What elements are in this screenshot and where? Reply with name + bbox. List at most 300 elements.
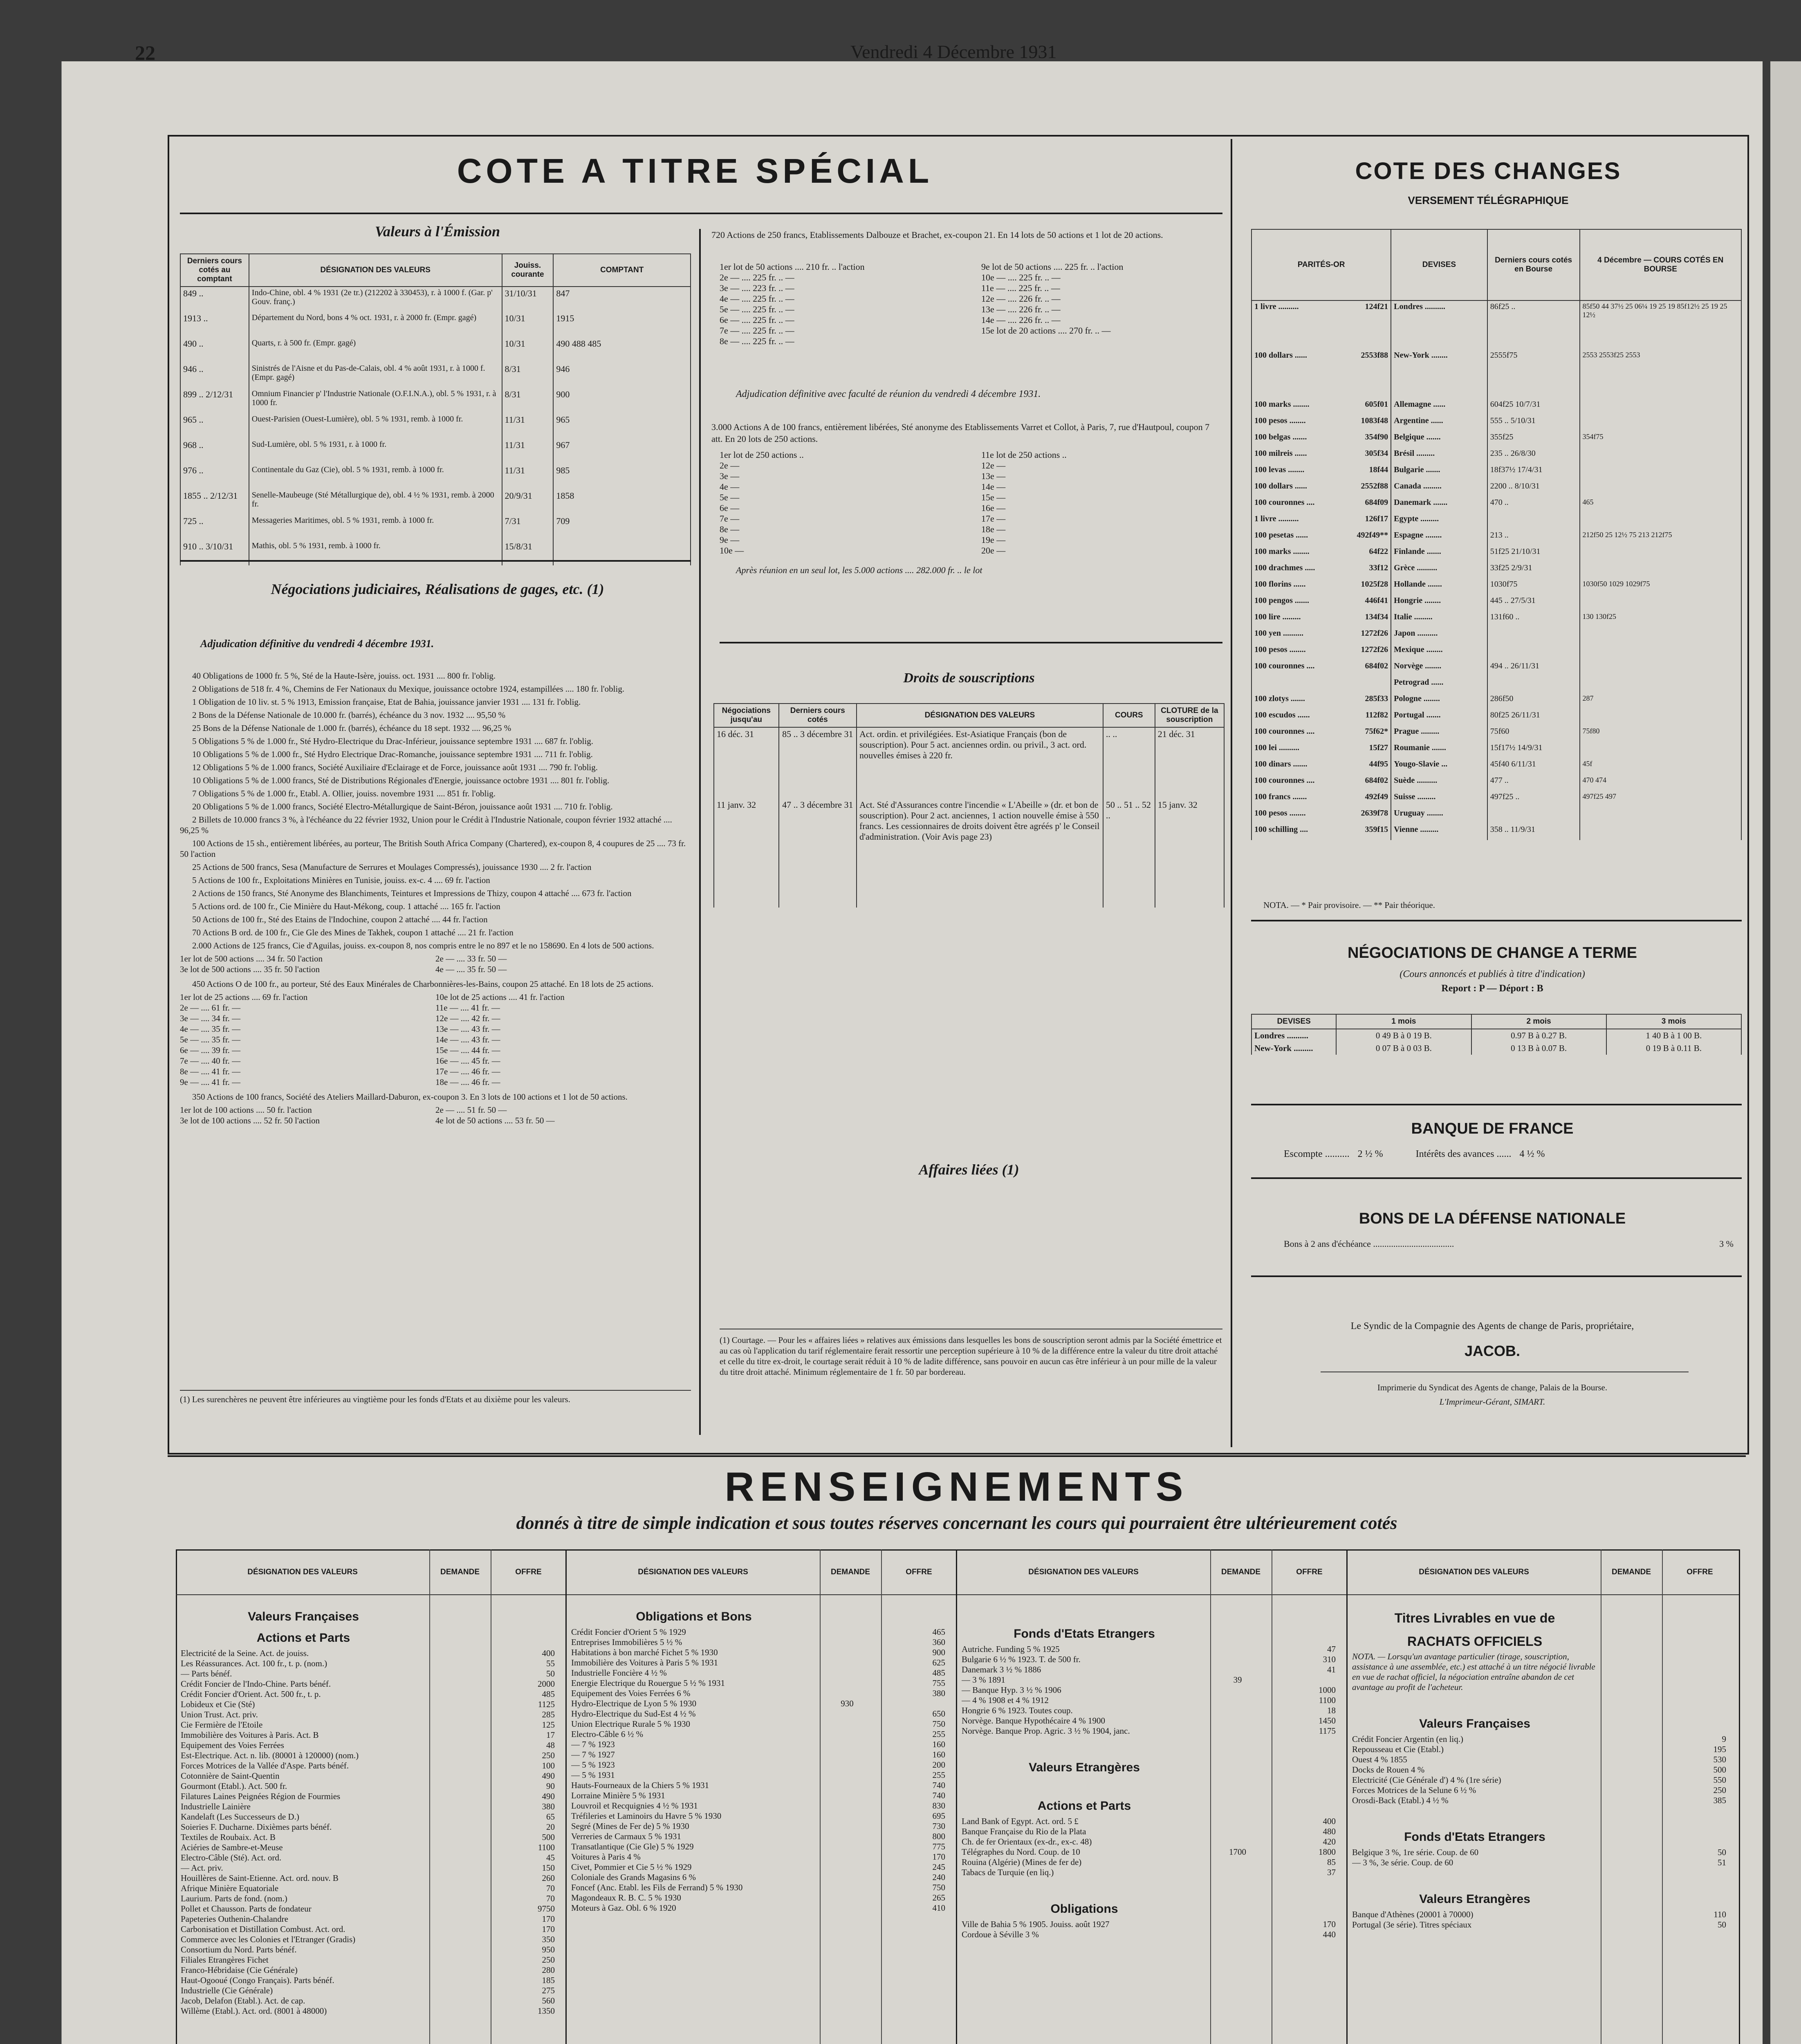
changes-text: 75f80 xyxy=(1582,727,1600,735)
lot-line: 20e — xyxy=(981,545,1006,556)
changes-row xyxy=(1252,595,1741,611)
terme-cell: 0 49 B à 0 19 B. xyxy=(1336,1029,1471,1042)
lot-line: 7e — .... 225 fr. .. — xyxy=(720,325,794,336)
changes-cell xyxy=(1252,595,1391,611)
offer-value: 150 xyxy=(542,1863,555,1873)
renseignements-row xyxy=(962,1816,1342,1827)
security-name: Soieries F. Ducharne. Dixièmes parts bénéf. xyxy=(181,1822,332,1832)
offer-value: 485 xyxy=(542,1689,555,1699)
droits-row xyxy=(714,798,1224,908)
lot-line: 16e — xyxy=(981,503,1006,513)
changes-text: 100 dollars ...... xyxy=(1254,351,1307,360)
offer-value: 410 xyxy=(932,1903,945,1913)
changes-text: 212f50 25 12½ 75 213 212f75 xyxy=(1582,531,1672,539)
emission-cell: 967 xyxy=(553,439,691,464)
security-name: Gourmont (Etabl.). Act. 500 fr. xyxy=(181,1781,287,1791)
emission-cell: 976 .. xyxy=(180,464,249,489)
divider-left xyxy=(699,229,701,1435)
parite-value: 446f41 xyxy=(1365,596,1388,605)
changes-text: 354f75 xyxy=(1582,433,1604,441)
column-header: DEMANDE xyxy=(830,1568,870,1576)
offer-value: 730 xyxy=(932,1821,945,1831)
offer-value: 650 xyxy=(932,1709,945,1719)
changes-text: 497f25 497 xyxy=(1582,792,1617,800)
demand-value xyxy=(426,1771,487,1781)
offer-value: 1100 xyxy=(1319,1695,1336,1705)
renseignements-row xyxy=(181,1761,561,1771)
renseignements-row xyxy=(962,1706,1342,1716)
emission-cell: 8/31 xyxy=(502,363,554,388)
emission-row xyxy=(180,363,691,388)
renseignements-row xyxy=(181,1720,561,1730)
changes-cell xyxy=(1391,464,1487,480)
renseignements-row xyxy=(962,1726,1342,1736)
changes-cell xyxy=(1487,513,1580,529)
terme-cell: New-York ......... xyxy=(1252,1042,1336,1055)
droits-header: Derniers cours cotés xyxy=(779,704,857,727)
lot-line: 5e — .... 225 fr. .. — xyxy=(720,304,794,314)
negociation-item: 25 Actions de 500 francs, Sesa (Manufacture de Serrures et Moulages Compressés), jouissance 1930 .... 2 fr. l'action xyxy=(192,862,592,872)
emission-cell: 15/8/31 xyxy=(502,540,554,565)
droits-cell: 11 janv. 32 xyxy=(714,798,779,908)
lot-line: 11e — .... 41 fr. — xyxy=(435,1003,500,1013)
changes-text: Norvège ........ xyxy=(1394,661,1442,670)
changes-cell xyxy=(1252,464,1391,480)
security-name: Docks de Rouen 4 % xyxy=(1352,1765,1425,1775)
bons-rate: 3 % xyxy=(1719,1239,1734,1249)
demand-value xyxy=(816,1831,878,1842)
demand-value xyxy=(426,1750,487,1761)
renseignements-row xyxy=(571,1770,952,1780)
parite-value: 126f17 xyxy=(1365,514,1388,523)
changes-row xyxy=(1252,464,1741,480)
lot-line: 1er lot de 100 actions .... 50 fr. l'action xyxy=(180,1105,312,1115)
column-header: OFFRE xyxy=(515,1568,542,1576)
adjacent-page-edge xyxy=(1770,61,1801,2044)
changes-cell xyxy=(1487,824,1580,840)
parite-value: 124f21 xyxy=(1365,302,1388,311)
changes-text: 100 pengos ....... xyxy=(1254,596,1309,605)
emission-cell: 899 .. 2/12/31 xyxy=(180,388,249,413)
lot-line: 6e — .... 39 fr. — xyxy=(180,1045,241,1055)
lot-line: 9e — xyxy=(720,535,740,545)
changes-text: Portugal ....... xyxy=(1394,710,1441,719)
security-name: — 7 % 1923 xyxy=(571,1739,615,1749)
syndic-text: Le Syndic de la Compagnie des Agents de change de Paris, propriétaire, xyxy=(1350,1321,1634,1331)
droits-cell: 47 .. 3 décembre 31 xyxy=(779,798,857,908)
changes-text: 100 yen .......... xyxy=(1254,629,1303,638)
security-name: Portugal (3e série). Titres spéciaux xyxy=(1352,1920,1472,1930)
emission-cell: Département du Nord, bons 4 % oct. 1931, r. à 2000 fr. (Empr. gagé) xyxy=(249,312,502,337)
changes-cell xyxy=(1487,677,1580,693)
renseignements-row xyxy=(181,1945,561,1955)
divider-right xyxy=(1231,139,1232,1447)
security-name: Hydro-Electrique du Sud-Est 4 ½ % xyxy=(571,1709,696,1719)
emission-cell: Quarts, r. à 500 fr. (Empr. gagé) xyxy=(249,337,502,363)
renseignements-row xyxy=(962,1930,1342,1940)
terme-legend: Report : P — Déport : B xyxy=(1441,983,1543,994)
changes-cell xyxy=(1391,595,1487,611)
security-name: Foncef (Anc. Etabl. les Fils de Ferrand) 5 % 1930 xyxy=(571,1883,743,1892)
droits-header: Négociations jusqu'au xyxy=(714,704,779,727)
renseignements-row xyxy=(181,1771,561,1781)
changes-text: 100 zlotys ....... xyxy=(1254,694,1305,703)
changes-row xyxy=(1252,824,1741,840)
gerant-text: L'Imprimeur-Gérant, SIMART. xyxy=(1439,1397,1545,1407)
changes-cell xyxy=(1252,399,1391,415)
negociation-item: 2 Billets de 10.000 francs 3 %, à l'échéance du 22 février 1932, Union pour le Crédit à l'Industrie Nationale, coupon février 1932 attaché .... 96,25 % xyxy=(180,815,672,835)
lot-line: 1er lot de 250 actions .. xyxy=(720,450,804,460)
security-name: Pollet et Chausson. Parts de fondateur xyxy=(181,1904,312,1914)
offer-value: 170 xyxy=(932,1852,945,1862)
column-header: DÉSIGNATION DES VALEURS xyxy=(1028,1568,1139,1576)
offer-value: 47 xyxy=(1327,1644,1336,1654)
security-name: Coloniale des Grands Magasins 6 % xyxy=(571,1872,696,1882)
offer-value: 125 xyxy=(542,1720,555,1730)
security-name: Lorraine Minière 5 % 1931 xyxy=(571,1791,665,1800)
offer-value: 50 xyxy=(1718,1920,1726,1930)
renseignements-row xyxy=(962,1716,1342,1726)
changes-text: Vienne ......... xyxy=(1394,825,1439,834)
changes-cell xyxy=(1391,350,1487,399)
renseignements-column xyxy=(571,1602,952,1913)
offer-value: 280 xyxy=(542,1965,555,1975)
emission-cell: 946 .. xyxy=(180,363,249,388)
lot-line: 2e — .... 61 fr. — xyxy=(180,1003,241,1013)
lot-line: 12e — xyxy=(981,460,1006,471)
offer-value: 285 xyxy=(542,1710,555,1719)
security-name: Textiles de Roubaix. Act. B xyxy=(181,1832,276,1842)
parite-value: 1083f48 xyxy=(1361,416,1388,425)
changes-text: Londres .......... xyxy=(1394,302,1445,311)
demand-value xyxy=(1597,1744,1659,1755)
offer-value: 400 xyxy=(542,1648,555,1658)
offer-value: 50 xyxy=(546,1669,555,1679)
offer-value: 65 xyxy=(546,1812,555,1822)
column-header: OFFRE xyxy=(1296,1568,1323,1576)
dalbouze-text: 720 Actions de 250 francs, Etablissements Dalbouze et Brachet, ex-coupon 21. En 14 lots de 50 actions et 1 lot de 20 actions. xyxy=(711,230,1163,240)
offer-value: 740 xyxy=(932,1780,945,1790)
terme-title: NÉGOCIATIONS DE CHANGE A TERME xyxy=(1348,944,1637,961)
security-name: Tabacs de Turquie (en liq.) xyxy=(962,1867,1054,1877)
changes-cell xyxy=(1391,300,1487,350)
demand-value xyxy=(426,1832,487,1842)
security-name: — 5 % 1931 xyxy=(571,1770,615,1780)
lot-line: 13e — .... 226 fr. .. — xyxy=(981,304,1061,314)
renseignements-row xyxy=(962,1857,1342,1867)
renseignements-row xyxy=(1352,1795,1733,1806)
changes-cell xyxy=(1580,399,1741,415)
emission-cell: 709 xyxy=(553,515,691,540)
demand-value xyxy=(1207,1827,1268,1837)
security-name: Commerce avec les Colonies et l'Etranger (Gradis) xyxy=(181,1934,356,1944)
lot-line: 9e lot de 50 actions .... 225 fr. .. l'action xyxy=(981,262,1124,272)
offer-value: 245 xyxy=(932,1862,945,1872)
changes-text: 2200 .. 8/10/31 xyxy=(1490,482,1540,491)
negociation-item: 100 Actions de 15 sh., entièrement libérées, au porteur, The British South Africa Company (Chartered), ex-coupon 8, 4 coupures de 25 .... 73 fr. 50 l'action xyxy=(180,838,686,859)
changes-text: 100 marks ........ xyxy=(1254,547,1310,556)
offer-value: 51 xyxy=(1718,1858,1726,1867)
negociation-item: 40 Obligations de 1000 fr. 5 %, Sté de la Haute-Isère, jouiss. oct. 1931 .... 800 fr. l'oblig. xyxy=(192,671,496,681)
ardoise-text: 450 Actions O de 100 fr., au porteur, Sté des Eaux Minérales de Charbonnières-les-Bains, coupon 25 attaché. En 18 lots de 25 actions. xyxy=(192,979,654,989)
parite-value: 134f34 xyxy=(1365,612,1388,621)
demand-value xyxy=(816,1791,878,1801)
changes-row xyxy=(1252,758,1741,775)
renseignements-row xyxy=(571,1780,952,1791)
renseignements-row xyxy=(1352,1785,1733,1795)
renseignements-row xyxy=(1352,1920,1733,1930)
security-name: Crédit Foncier d'Orient. Act. 500 fr., t. p. xyxy=(181,1689,321,1699)
changes-text: Mexique ........ xyxy=(1394,645,1443,654)
security-name: Afrique Minière Equatoriale xyxy=(181,1883,279,1893)
changes-text: Yougo-Slavie ... xyxy=(1394,760,1448,769)
changes-text: Grèce .......... xyxy=(1394,563,1438,572)
rule xyxy=(1251,1275,1742,1277)
lot-line: 18e — xyxy=(981,524,1006,534)
demand-value xyxy=(816,1801,878,1811)
changes-text: Canada ......... xyxy=(1394,482,1442,491)
changes-subtitle: VERSEMENT TÉLÉGRAPHIQUE xyxy=(1408,194,1569,206)
lot-line: 4e lot de 50 actions .... 53 fr. 50 — xyxy=(435,1116,555,1125)
lot-line: 10e — xyxy=(720,545,744,556)
renseignements-row xyxy=(962,1837,1342,1847)
changes-text: 100 florins ...... xyxy=(1254,580,1306,589)
lot-line: 4e — .... 35 fr. — xyxy=(180,1024,241,1034)
lot-line: 2e — .... 225 fr. .. — xyxy=(720,272,794,282)
offer-value: 240 xyxy=(932,1872,945,1882)
changes-header: Derniers cours cotés en Bourse xyxy=(1487,229,1580,300)
demand-value xyxy=(426,1873,487,1883)
emission-header: DÉSIGNATION DES VALEURS xyxy=(249,254,502,287)
changes-text: Brésil ......... xyxy=(1394,449,1435,458)
column-divider xyxy=(1346,1549,1348,2044)
droits-cell: Act. ordin. et privilégiées. Est-Asiatique Français (bon de souscription). Pour 5 act. anciennes ordin. ou privil., 3 act. ord. nouvelles émises à 220 fr. xyxy=(857,727,1103,798)
lot-line: 10e lot de 25 actions .... 41 fr. l'action xyxy=(435,992,565,1002)
emission-row xyxy=(180,312,691,337)
demand-value xyxy=(1597,1785,1659,1795)
security-name: Hydro-Electrique de Lyon 5 % 1930 xyxy=(571,1699,697,1708)
changes-cell xyxy=(1580,693,1741,709)
lot-line: 7e — .... 40 fr. — xyxy=(180,1056,241,1066)
changes-row xyxy=(1252,807,1741,824)
bons-title: BONS DE LA DÉFENSE NATIONALE xyxy=(1359,1210,1626,1227)
security-name: Crédit Foncier de l'Indo-Chine. Parts bénéf. xyxy=(181,1679,331,1689)
terme-cell: 0 07 B à 0 03 B. xyxy=(1336,1042,1471,1055)
renseignements-row xyxy=(181,1659,561,1669)
security-name: — 3 %, 3e série. Coup. de 60 xyxy=(1352,1858,1453,1867)
offer-value: 625 xyxy=(932,1658,945,1667)
changes-text: Petrograd ...... xyxy=(1394,678,1444,687)
droits-row xyxy=(714,727,1224,798)
renseignements-header xyxy=(957,1568,1347,1577)
changes-text: 100 couronnes .... xyxy=(1254,776,1315,785)
lot-line: 2e — .... 33 fr. 50 — xyxy=(435,954,507,964)
parite-value: 18f44 xyxy=(1369,465,1388,474)
emission-cell: Sud-Lumière, obl. 5 % 1931, r. à 1000 fr. xyxy=(249,439,502,464)
security-name: Forces Motrices de la Selune 6 ½ % xyxy=(1352,1785,1476,1795)
renseignements-column xyxy=(1352,1602,1733,1930)
lot-line: 13e — xyxy=(981,471,1006,481)
changes-cell xyxy=(1487,399,1580,415)
renseignements-row xyxy=(962,1685,1342,1695)
offer-value: 400 xyxy=(1323,1816,1336,1826)
security-name: Willème (Etabl.). Act. ord. (8001 à 48000) xyxy=(181,2006,327,2016)
security-name: Norvège. Banque Prop. Agric. 3 ½ % 1904, janc. xyxy=(962,1726,1130,1736)
emission-cell: Ouest-Parisien (Ouest-Lumière), obl. 5 % 1931, remb. à 1000 fr. xyxy=(249,413,502,439)
parite-value: 75f62* xyxy=(1365,727,1388,736)
offer-value: 490 xyxy=(542,1771,555,1781)
rachats-nota: NOTA. — Lorsqu'un avantage particulier (tirage, souscription, assistance à une assemblée, etc.) est attaché à un titre négocié livrable en vue de rachat officiel, la négociation entraîne abandon de cet avantage au profit de l'acheteur. xyxy=(1352,1652,1595,1692)
offer-value: 70 xyxy=(546,1883,555,1893)
offer-value: 9750 xyxy=(538,1904,555,1914)
emission-cell: 10/31 xyxy=(502,312,554,337)
security-name: Hongrie 6 % 1923. Toutes coup. xyxy=(962,1706,1073,1715)
changes-text: 470 .. xyxy=(1490,498,1509,507)
emission-cell: 8/31 xyxy=(502,388,554,413)
renseignements-row xyxy=(181,1822,561,1832)
demand-value xyxy=(426,1781,487,1791)
parite-value: 354f90 xyxy=(1365,433,1388,442)
rule xyxy=(180,213,1222,214)
changes-text: 15f17½ 14/9/31 xyxy=(1490,743,1543,752)
changes-cell xyxy=(1580,677,1741,693)
security-name: Electro-Câble (Sté). Act. ord. xyxy=(181,1853,282,1862)
negociations-title: Négociations judiciaires, Réalisations de gages, etc. (1) xyxy=(271,581,604,597)
changes-text: 286f50 xyxy=(1490,694,1514,703)
changes-note: NOTA. — * Pair provisoire. — ** Pair théorique. xyxy=(1263,900,1435,910)
negociations-subtitle: Adjudication définitive du vendredi 4 décembre 1931. xyxy=(200,638,434,650)
offer-value: 9 xyxy=(1722,1734,1726,1744)
renseignements-row xyxy=(571,1821,952,1831)
terme-header: DEVISES xyxy=(1252,1014,1336,1029)
changes-text: 130 130f25 xyxy=(1582,612,1617,621)
changes-cell xyxy=(1580,628,1741,644)
offer-value: 490 xyxy=(542,1791,555,1801)
changes-row xyxy=(1252,399,1741,415)
demand-value xyxy=(816,1770,878,1780)
demand-value xyxy=(426,1955,487,1965)
changes-text: 100 pesos ........ xyxy=(1254,645,1306,654)
changes-cell xyxy=(1487,464,1580,480)
renseignements-header xyxy=(176,1568,566,1577)
offer-value: 750 xyxy=(932,1883,945,1892)
negociation-item: 5 Obligations 5 % de 1.000 fr., Sté Hydro-Electrique du Drac-Inférieur, jouissance septembre 1931 .... 687 fr. l'oblig. xyxy=(192,736,593,746)
changes-cell xyxy=(1252,644,1391,660)
offer-value: 255 xyxy=(932,1770,945,1780)
demand-value xyxy=(816,1729,878,1739)
changes-cell xyxy=(1580,742,1741,758)
offer-value: 160 xyxy=(932,1750,945,1759)
demand-value xyxy=(426,1659,487,1669)
rule xyxy=(1251,1104,1742,1105)
security-name: Lobideux et Cie (Sté) xyxy=(181,1699,255,1709)
changes-cell xyxy=(1391,611,1487,628)
column-divider xyxy=(565,1549,567,2044)
changes-text: Pologne ........ xyxy=(1394,694,1440,703)
changes-cell xyxy=(1252,415,1391,431)
changes-text: 100 francs ....... xyxy=(1254,792,1307,801)
demand-value xyxy=(426,1710,487,1720)
terme-cell: 0.97 B à 0.27 B. xyxy=(1471,1029,1606,1042)
changes-row xyxy=(1252,775,1741,791)
security-name: Est-Electrique. Act. n. lib. (80001 à 120000) (nom.) xyxy=(181,1750,359,1760)
adjudication-text: Adjudication définitive avec faculté de réunion du vendredi 4 décembre 1931. xyxy=(736,389,1041,399)
renseignements-row xyxy=(571,1647,952,1658)
demand-value xyxy=(426,1986,487,1996)
negociation-item: 20 Obligations 5 % de 1.000 francs, Société Electro-Métallurgique de Saint-Béron, jouissance août 1931 .... 710 fr. l'oblig. xyxy=(192,802,613,811)
demand-value xyxy=(816,1739,878,1750)
changes-cell xyxy=(1487,578,1580,595)
lot-line: 12e — .... 42 fr. — xyxy=(435,1013,500,1023)
surencheres-note: (1) Les surenchères ne peuvent être inférieures au vingtième pour les fonds d'Etats et au dixième pour les valeurs. xyxy=(180,1394,570,1404)
changes-cell xyxy=(1487,742,1580,758)
changes-text: 100 dinars ....... xyxy=(1254,760,1308,769)
changes-text: 100 pesetas ...... xyxy=(1254,531,1308,540)
renseignements-row xyxy=(181,2006,561,2016)
renseignements-row xyxy=(181,1669,561,1679)
changes-cell xyxy=(1391,791,1487,807)
changes-text: Italie ......... xyxy=(1394,612,1433,621)
lot-line: 3e — xyxy=(720,471,740,481)
escompte-label: Escompte .......... xyxy=(1284,1149,1350,1159)
offer-value: 100 xyxy=(542,1761,555,1771)
renseignements-column xyxy=(962,1602,1342,1940)
emission-cell: 849 .. xyxy=(180,287,249,312)
droits-cell: Act. Sté d'Assurances contre l'incendie « L'Abeille » (dr. et bon de souscription). Pour 2 act. anciennes, 1 action nouvelle émise à 550 francs. Les cessionnaires de droits doivent être agréés p' le Conseil d'administration. (Voir Avis page 23) xyxy=(857,798,1103,908)
renseignements-row xyxy=(571,1709,952,1719)
security-name: Franco-Hébridaise (Cie Générale) xyxy=(181,1965,298,1975)
emission-row xyxy=(180,489,691,515)
demand-value xyxy=(426,1863,487,1873)
lot-line: 13e — .... 43 fr. — xyxy=(435,1024,500,1034)
changes-text: 555 .. 5/10/31 xyxy=(1490,416,1536,425)
changes-cell xyxy=(1580,644,1741,660)
negociation-item: 12 Obligations 5 % de 1.000 francs, Société Auxiliaire d'Eclairage et de Force, jouissance août 1931 .... 790 fr. l'oblig. xyxy=(192,762,598,772)
changes-text: 2555f75 xyxy=(1490,351,1518,360)
renseignements-row xyxy=(1352,1847,1733,1858)
offer-value: 420 xyxy=(1323,1837,1336,1847)
changes-text: 100 dollars ...... xyxy=(1254,482,1307,491)
renseignements-row xyxy=(181,1873,561,1883)
renseignements-row xyxy=(571,1719,952,1729)
security-name: — Parts bénéf. xyxy=(181,1669,232,1679)
changes-text: Finlande ....... xyxy=(1394,547,1441,556)
offer-value: 310 xyxy=(1323,1654,1336,1664)
changes-cell xyxy=(1580,529,1741,546)
emission-cell: Sinistrés de l'Aisne et du Pas-de-Calais, obl. 4 % août 1931, r. à 1000 f. (Empr. gagé) xyxy=(249,363,502,388)
demand-value xyxy=(816,1893,878,1903)
parite-value: 684f02 xyxy=(1365,661,1388,670)
changes-row xyxy=(1252,300,1741,350)
droits-table xyxy=(713,703,1225,908)
offer-value: 250 xyxy=(542,1750,555,1760)
demand-value xyxy=(426,1975,487,1986)
emission-cell: Messageries Maritimes, obl. 5 % 1931, remb. à 1000 fr. xyxy=(249,515,502,540)
renseignements-row xyxy=(571,1729,952,1739)
lot-line: 12e — .... 226 fr. .. — xyxy=(981,294,1061,304)
lot-line: 1er lot de 25 actions .... 69 fr. l'action xyxy=(180,992,308,1002)
security-name: Kandelaft (Les Successeurs de D.) xyxy=(181,1812,299,1822)
changes-text: 235 .. 26/8/30 xyxy=(1490,449,1536,458)
changes-cell xyxy=(1391,660,1487,677)
changes-cell xyxy=(1252,611,1391,628)
offer-value: 170 xyxy=(542,1914,555,1924)
section-title: Obligations xyxy=(1050,1902,1118,1916)
security-name: Tréfileries et Laminoirs du Havre 5 % 1930 xyxy=(571,1811,722,1821)
changes-cell xyxy=(1487,726,1580,742)
renseignements-row xyxy=(181,1832,561,1842)
emission-row xyxy=(180,439,691,464)
